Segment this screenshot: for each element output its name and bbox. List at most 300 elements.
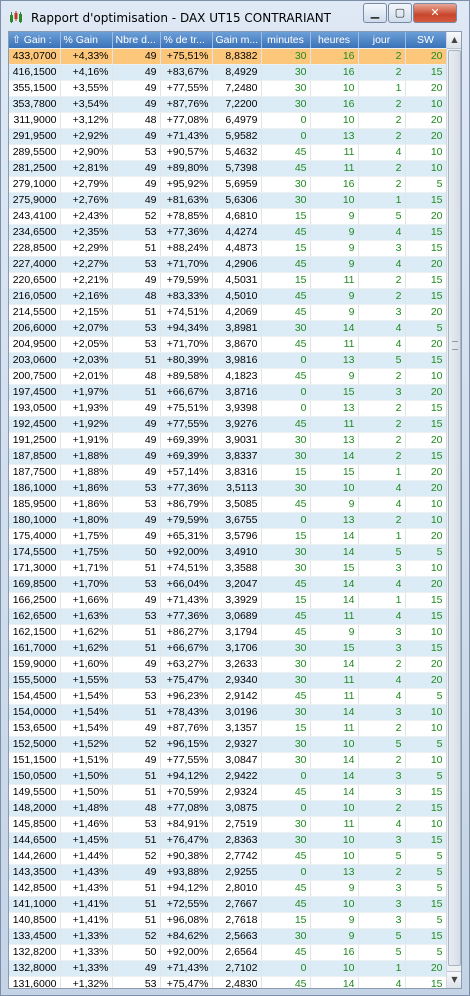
table-cell: 16 — [310, 96, 358, 112]
table-cell: 2,9340 — [212, 672, 261, 688]
table-cell: 15 — [405, 272, 446, 288]
table-cell: 51 — [112, 560, 160, 576]
table-cell: 14 — [310, 784, 358, 800]
table-cell: +79,59% — [160, 272, 212, 288]
table-cell: 20 — [405, 48, 446, 64]
table-row[interactable] — [9, 624, 446, 640]
table-cell: 10 — [310, 80, 358, 96]
table-row[interactable] — [9, 304, 446, 320]
table-cell: 141,1000 — [9, 896, 60, 912]
table-cell: 152,5000 — [9, 736, 60, 752]
table-cell: 49 — [112, 192, 160, 208]
table-cell: 49 — [112, 720, 160, 736]
table-cell: 53 — [112, 320, 160, 336]
table-cell: +1,43% — [60, 864, 112, 880]
table-cell: 5 — [405, 944, 446, 960]
table-cell: 2 — [358, 288, 405, 304]
table-row[interactable] — [9, 192, 446, 208]
candlestick-chart-icon — [9, 10, 23, 24]
table-cell: 2 — [358, 864, 405, 880]
table-row[interactable] — [9, 800, 446, 816]
table-cell: +75,47% — [160, 672, 212, 688]
table-cell: +2,27% — [60, 256, 112, 272]
table-cell: 2 — [358, 176, 405, 192]
table-cell: 0 — [261, 768, 310, 784]
table-cell: +92,00% — [160, 944, 212, 960]
table-cell: 4 — [358, 320, 405, 336]
table-cell: 10 — [310, 800, 358, 816]
table-row[interactable] — [9, 144, 446, 160]
table-row[interactable] — [9, 816, 446, 832]
table-cell: +1,80% — [60, 512, 112, 528]
table-cell: +94,12% — [160, 880, 212, 896]
table-cell: 10 — [405, 560, 446, 576]
table-cell: 0 — [261, 800, 310, 816]
table-cell: +76,47% — [160, 832, 212, 848]
table-cell: 53 — [112, 976, 160, 988]
table-row[interactable] — [9, 928, 446, 944]
table-cell: 5 — [405, 768, 446, 784]
table-cell: 3 — [358, 560, 405, 576]
table-cell: +70,59% — [160, 784, 212, 800]
table-row[interactable] — [9, 544, 446, 560]
scroll-down-arrow-icon[interactable]: ▼ — [447, 971, 462, 988]
table-cell: 15 — [261, 528, 310, 544]
table-cell: 433,0700 — [9, 48, 60, 64]
table-cell: 20 — [405, 112, 446, 128]
table-cell: +1,86% — [60, 496, 112, 512]
table-cell: 10 — [405, 96, 446, 112]
table-cell: 1 — [358, 464, 405, 480]
table-cell: 45 — [261, 880, 310, 896]
table-row[interactable] — [9, 464, 446, 480]
table-cell: 2 — [358, 800, 405, 816]
table-cell: +1,93% — [60, 400, 112, 416]
table-cell: 14 — [310, 768, 358, 784]
table-row[interactable] — [9, 272, 446, 288]
table-cell: 159,9000 — [9, 656, 60, 672]
table-row[interactable] — [9, 336, 446, 352]
table-cell: 51 — [112, 640, 160, 656]
table-cell: 2,4830 — [212, 976, 261, 988]
table-cell: 4 — [358, 576, 405, 592]
table-cell: 20 — [405, 432, 446, 448]
table-cell: +1,92% — [60, 416, 112, 432]
table-cell: 281,2500 — [9, 160, 60, 176]
table-cell: 30 — [261, 80, 310, 96]
table-cell: +2,01% — [60, 368, 112, 384]
table-cell: 49 — [112, 960, 160, 976]
table-cell: +2,21% — [60, 272, 112, 288]
table-cell: 15 — [310, 464, 358, 480]
table-row[interactable] — [9, 832, 446, 848]
table-row[interactable] — [9, 512, 446, 528]
table-cell: +2,81% — [60, 160, 112, 176]
table-cell: 45 — [261, 416, 310, 432]
table-cell: 45 — [261, 368, 310, 384]
table-cell: 171,3000 — [9, 560, 60, 576]
table-cell: +2,15% — [60, 304, 112, 320]
table-cell: 15 — [261, 208, 310, 224]
table-cell: 1 — [358, 960, 405, 976]
table-cell: 53 — [112, 336, 160, 352]
table-cell: 15 — [405, 352, 446, 368]
table-cell: 154,4500 — [9, 688, 60, 704]
table-cell: 15 — [405, 224, 446, 240]
table-cell: 161,7000 — [9, 640, 60, 656]
table-cell: 30 — [261, 672, 310, 688]
table-cell: 4,2906 — [212, 256, 261, 272]
table-row[interactable] — [9, 736, 446, 752]
table-cell: 50 — [112, 944, 160, 960]
table-cell: 10 — [310, 896, 358, 912]
table-cell: 45 — [261, 944, 310, 960]
table-cell: 2,8010 — [212, 880, 261, 896]
table-cell: 48 — [112, 368, 160, 384]
table-cell: 10 — [405, 816, 446, 832]
table-cell: +78,85% — [160, 208, 212, 224]
table-cell: 49 — [112, 864, 160, 880]
table-cell: 51 — [112, 912, 160, 928]
table-cell: 51 — [112, 240, 160, 256]
table-cell: +1,54% — [60, 720, 112, 736]
table-row[interactable] — [9, 864, 446, 880]
table-cell: 5 — [405, 912, 446, 928]
table-cell: +1,33% — [60, 928, 112, 944]
table-cell: 3,3588 — [212, 560, 261, 576]
table-row[interactable] — [9, 256, 446, 272]
table-cell: 133,4500 — [9, 928, 60, 944]
table-row[interactable] — [9, 576, 446, 592]
table-cell: +1,54% — [60, 688, 112, 704]
table-row[interactable] — [9, 944, 446, 960]
table-cell: 131,6000 — [9, 976, 60, 988]
window-bottom-border — [1, 989, 469, 995]
column-header-sw[interactable]: SW — [405, 32, 446, 48]
table-cell: +1,33% — [60, 960, 112, 976]
table-cell: 13 — [310, 432, 358, 448]
table-cell: 2,6564 — [212, 944, 261, 960]
table-cell: 53 — [112, 256, 160, 272]
table-cell: 15 — [405, 416, 446, 432]
table-row[interactable] — [9, 64, 446, 80]
table-cell: 10 — [310, 480, 358, 496]
table-cell: 4 — [358, 480, 405, 496]
table-row[interactable] — [9, 96, 446, 112]
table-row[interactable] — [9, 320, 446, 336]
table-row[interactable] — [9, 784, 446, 800]
table-cell: 169,8500 — [9, 576, 60, 592]
table-cell: 5 — [358, 352, 405, 368]
table-cell: 220,6500 — [9, 272, 60, 288]
table-cell: 2 — [358, 448, 405, 464]
table-cell: 15 — [261, 464, 310, 480]
table-cell: 14 — [310, 976, 358, 988]
table-cell: 9 — [310, 928, 358, 944]
table-row[interactable] — [9, 848, 446, 864]
table-row[interactable] — [9, 176, 446, 192]
table-cell: 16 — [310, 944, 358, 960]
table-cell: 5 — [405, 736, 446, 752]
table-cell: +1,54% — [60, 704, 112, 720]
table-cell: 3,9276 — [212, 416, 261, 432]
table-cell: 5,9582 — [212, 128, 261, 144]
title-bar[interactable] — [1, 1, 469, 31]
table-cell: 10 — [405, 496, 446, 512]
table-cell: 4 — [358, 976, 405, 988]
table-cell: +1,32% — [60, 976, 112, 988]
table-cell: 15 — [261, 720, 310, 736]
window-title: Rapport d'optimisation - DAX UT15 CONTRARIANT — [31, 11, 331, 25]
table-cell: 49 — [112, 416, 160, 432]
table-cell: 53 — [112, 816, 160, 832]
table-cell: 51 — [112, 784, 160, 800]
table-cell: 53 — [112, 576, 160, 592]
table-cell: 0 — [261, 400, 310, 416]
table-row[interactable] — [9, 528, 446, 544]
table-cell: +88,24% — [160, 240, 212, 256]
table-cell: 30 — [261, 928, 310, 944]
table-row[interactable] — [9, 768, 446, 784]
column-header-gain[interactable]: ⇧ Gain : — [9, 32, 60, 48]
table-cell: 3 — [358, 304, 405, 320]
table-row[interactable] — [9, 128, 446, 144]
table-cell: 154,0000 — [9, 704, 60, 720]
table-cell: 4 — [358, 336, 405, 352]
table-cell: 234,6500 — [9, 224, 60, 240]
table-cell: +79,59% — [160, 512, 212, 528]
table-cell: 7,2480 — [212, 80, 261, 96]
table-cell: 11 — [310, 336, 358, 352]
table-row[interactable] — [9, 592, 446, 608]
maximize-button[interactable]: ▢ — [388, 3, 412, 23]
table-cell: 2 — [358, 96, 405, 112]
column-header-avg-gain[interactable]: Gain m... — [212, 32, 261, 48]
table-cell: 0 — [261, 128, 310, 144]
table-cell: +63,27% — [160, 656, 212, 672]
table-cell: 5,7398 — [212, 160, 261, 176]
table-cell: 4 — [358, 496, 405, 512]
table-cell: 9 — [310, 624, 358, 640]
table-cell: +3,55% — [60, 80, 112, 96]
table-cell: 4,5031 — [212, 272, 261, 288]
table-cell: 5 — [405, 176, 446, 192]
table-cell: 51 — [112, 896, 160, 912]
table-row[interactable] — [9, 704, 446, 720]
table-cell: 45 — [261, 608, 310, 624]
table-cell: 49 — [112, 96, 160, 112]
vertical-scrollbar[interactable] — [446, 32, 462, 988]
table-cell: +2,90% — [60, 144, 112, 160]
minimize-button[interactable]: ▁ — [363, 3, 387, 23]
table-cell: 2 — [358, 368, 405, 384]
table-cell: 11 — [310, 272, 358, 288]
table-cell: 15 — [405, 288, 446, 304]
table-cell: 145,8500 — [9, 816, 60, 832]
table-row[interactable] — [9, 608, 446, 624]
table-cell: +77,55% — [160, 416, 212, 432]
table-row[interactable] — [9, 672, 446, 688]
table-row[interactable] — [9, 976, 446, 988]
table-row[interactable] — [9, 416, 446, 432]
table-row[interactable] — [9, 208, 446, 224]
table-row[interactable] — [9, 688, 446, 704]
table-row[interactable] — [9, 448, 446, 464]
table-cell: 3 — [358, 624, 405, 640]
table-cell: 13 — [310, 128, 358, 144]
column-header-heures[interactable]: heures — [310, 32, 358, 48]
table-cell: 3 — [358, 912, 405, 928]
table-row[interactable] — [9, 224, 446, 240]
table-row[interactable] — [9, 112, 446, 128]
table-cell: 9 — [310, 304, 358, 320]
table-cell: 9 — [310, 912, 358, 928]
table-row[interactable] — [9, 496, 446, 512]
table-cell: 289,5500 — [9, 144, 60, 160]
table-cell: +94,34% — [160, 320, 212, 336]
table-cell: +93,88% — [160, 864, 212, 880]
table-cell: 3 — [358, 384, 405, 400]
table-cell: 5,6959 — [212, 176, 261, 192]
table-cell: +92,00% — [160, 544, 212, 560]
table-cell: 14 — [310, 320, 358, 336]
table-cell: 15 — [405, 800, 446, 816]
table-cell: 30 — [261, 560, 310, 576]
table-cell: 13 — [310, 512, 358, 528]
table-cell: 30 — [261, 432, 310, 448]
table-cell: 3,8981 — [212, 320, 261, 336]
column-header-minutes[interactable]: minutes — [261, 32, 310, 48]
table-cell: 49 — [112, 176, 160, 192]
table-cell: +77,36% — [160, 224, 212, 240]
table-row[interactable] — [9, 480, 446, 496]
table-row[interactable] — [9, 48, 446, 64]
table-cell: +71,70% — [160, 256, 212, 272]
table-cell: 45 — [261, 784, 310, 800]
table-cell: 20 — [405, 576, 446, 592]
table-row[interactable] — [9, 240, 446, 256]
table-cell: 30 — [261, 480, 310, 496]
table-cell: +95,92% — [160, 176, 212, 192]
table-cell: +3,12% — [60, 112, 112, 128]
table-row[interactable] — [9, 560, 446, 576]
table-cell: 20 — [405, 384, 446, 400]
column-header-pct-winning[interactable]: % de tr... — [160, 32, 212, 48]
column-header-nb-trades[interactable]: Nbre d... — [112, 32, 160, 48]
table-row[interactable] — [9, 352, 446, 368]
table-cell: 30 — [261, 832, 310, 848]
results-grid — [9, 32, 446, 988]
table-row[interactable] — [9, 640, 446, 656]
table-cell: 51 — [112, 832, 160, 848]
table-cell: 45 — [261, 976, 310, 988]
table-cell: 9 — [310, 368, 358, 384]
table-cell: 45 — [261, 624, 310, 640]
table-cell: 13 — [310, 864, 358, 880]
table-cell: 279,1000 — [9, 176, 60, 192]
table-row[interactable] — [9, 912, 446, 928]
table-row[interactable] — [9, 720, 446, 736]
column-header-jour[interactable]: jour — [358, 32, 405, 48]
table-cell: 30 — [261, 736, 310, 752]
table-cell: 166,2500 — [9, 592, 60, 608]
table-cell: 7,2200 — [212, 96, 261, 112]
table-cell: 4 — [358, 224, 405, 240]
table-row[interactable] — [9, 80, 446, 96]
table-cell: 16 — [310, 64, 358, 80]
table-cell: 45 — [261, 576, 310, 592]
table-row[interactable] — [9, 880, 446, 896]
table-row[interactable] — [9, 960, 446, 976]
table-row[interactable] — [9, 656, 446, 672]
table-row[interactable] — [9, 368, 446, 384]
table-cell: 10 — [405, 624, 446, 640]
table-cell: 275,9000 — [9, 192, 60, 208]
table-cell: 15 — [310, 640, 358, 656]
table-cell: 2 — [358, 432, 405, 448]
table-cell: 2 — [358, 112, 405, 128]
table-cell: +84,91% — [160, 816, 212, 832]
table-cell: 53 — [112, 144, 160, 160]
table-row[interactable] — [9, 752, 446, 768]
table-cell: +65,31% — [160, 528, 212, 544]
table-cell: 5 — [405, 320, 446, 336]
table-cell: 10 — [310, 192, 358, 208]
table-cell: 51 — [112, 384, 160, 400]
table-cell: 2 — [358, 400, 405, 416]
table-cell: +66,67% — [160, 384, 212, 400]
table-row[interactable] — [9, 896, 446, 912]
table-cell: +2,79% — [60, 176, 112, 192]
table-row[interactable] — [9, 160, 446, 176]
scroll-up-arrow-icon[interactable]: ▲ — [447, 32, 462, 49]
table-cell: 191,2500 — [9, 432, 60, 448]
scroll-thumb[interactable] — [448, 50, 461, 966]
table-cell: 15 — [405, 640, 446, 656]
table-cell: 52 — [112, 848, 160, 864]
table-cell: 9 — [310, 224, 358, 240]
table-cell: 227,4000 — [9, 256, 60, 272]
table-cell: 10 — [405, 512, 446, 528]
column-header-pct-gain[interactable]: % Gain — [60, 32, 112, 48]
table-cell: 11 — [310, 160, 358, 176]
table-cell: 3,8670 — [212, 336, 261, 352]
table-row[interactable] — [9, 288, 446, 304]
table-cell: 49 — [112, 400, 160, 416]
table-cell: 9 — [310, 256, 358, 272]
table-row[interactable] — [9, 432, 446, 448]
table-cell: +86,79% — [160, 496, 212, 512]
table-row[interactable] — [9, 384, 446, 400]
table-cell: 8,8382 — [212, 48, 261, 64]
table-cell: 214,5500 — [9, 304, 60, 320]
close-button[interactable]: ✕ — [413, 3, 457, 23]
table-cell: 140,8500 — [9, 912, 60, 928]
table-cell: 14 — [310, 544, 358, 560]
table-cell: 4 — [358, 608, 405, 624]
table-cell: 10 — [405, 160, 446, 176]
table-cell: 5 — [405, 880, 446, 896]
table-cell: 15 — [405, 784, 446, 800]
table-cell: 3,0196 — [212, 704, 261, 720]
table-body — [9, 48, 446, 988]
table-cell: 51 — [112, 768, 160, 784]
table-cell: +1,52% — [60, 736, 112, 752]
table-cell: 0 — [261, 112, 310, 128]
table-row[interactable] — [9, 400, 446, 416]
table-cell: 49 — [112, 48, 160, 64]
table-cell: +96,15% — [160, 736, 212, 752]
